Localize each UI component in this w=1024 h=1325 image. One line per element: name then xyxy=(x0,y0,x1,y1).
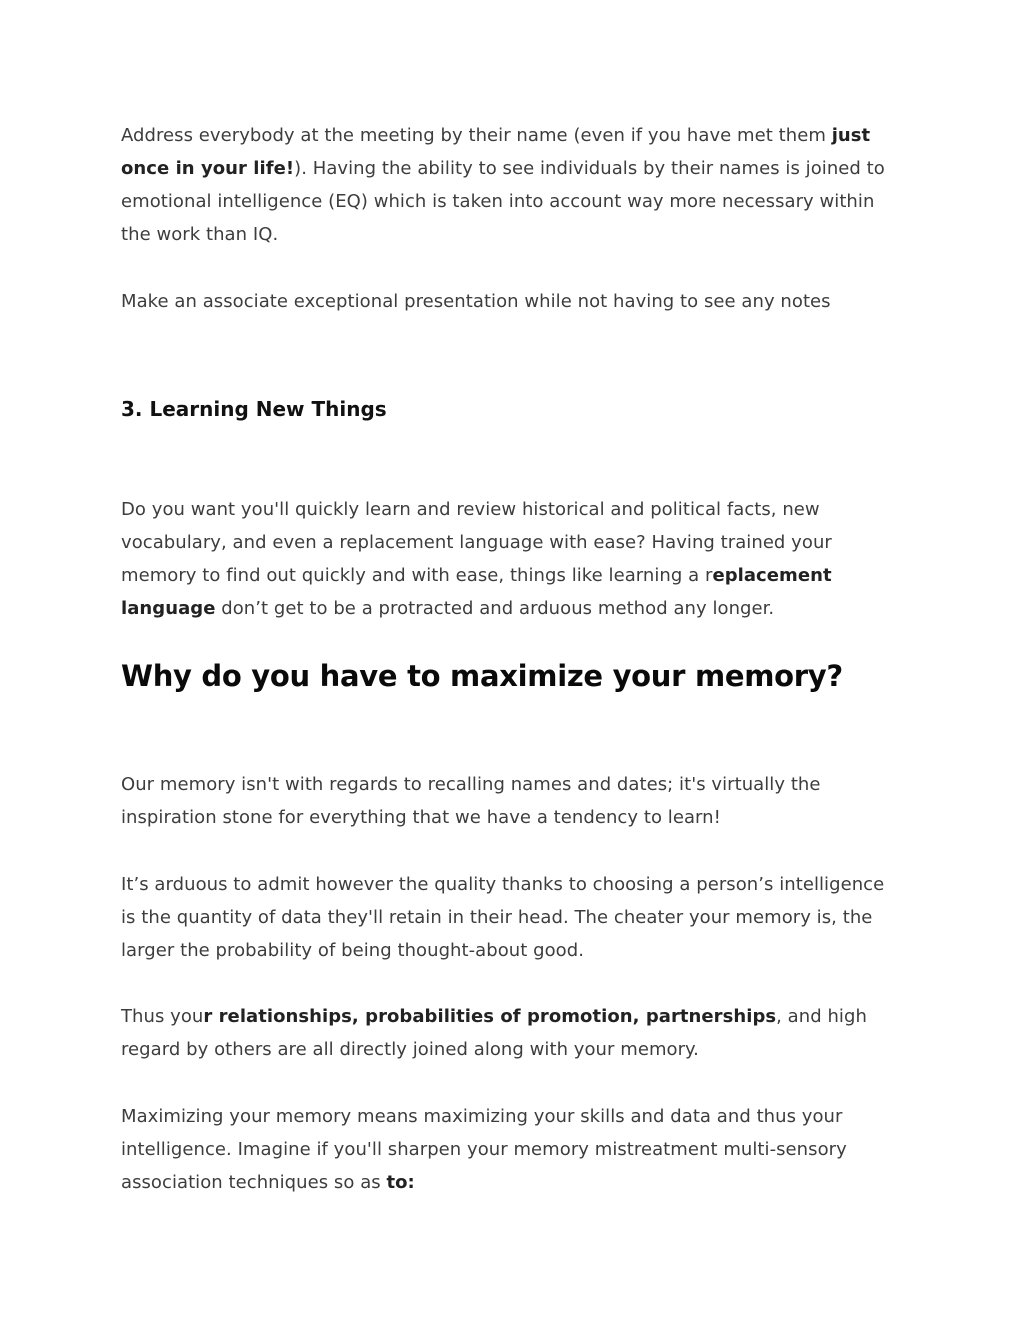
paragraph-presentation: Make an associate exceptional presentation while not having to see any notes xyxy=(121,291,831,312)
paragraph-bold-text: eplacement language xyxy=(121,565,832,619)
paragraph-memory-foundation: Our memory isn't with regards to recalling names and dates; it's virtually the inspiration stone for everything that we have a tendency to learn! xyxy=(121,774,821,828)
paragraph-bold-text: to: xyxy=(386,1172,415,1193)
paragraph-bold-text: just once in your life! xyxy=(121,125,871,179)
section-heading-learning: 3. Learning New Things xyxy=(121,397,387,421)
paragraph-text: Do you want you'll quickly learn and review historical and political facts, new vocabulary, and even a replacement language with ease? Having trained your memory to find out quickly and with ease, things like learning a r xyxy=(121,499,832,586)
paragraph-text: Maximizing your memory means maximizing your skills and data and thus your intelligence. Imagine if you'll sharpen your memory mistreatment multi-sensory association techniques so as xyxy=(121,1106,847,1193)
paragraph-address-names xyxy=(121,119,901,251)
paragraph-text: , and high regard by others are all directly joined along with your memory. xyxy=(121,1006,867,1060)
paragraph-maximizing xyxy=(121,1100,901,1199)
paragraph-intelligence: It’s arduous to admit however the quality thanks to choosing a person’s intelligence is the quantity of data they'll retain in their head. The cheater your memory is, the larger the probability of being thought-about good. xyxy=(121,874,885,961)
paragraph-text: Address everybody at the meeting by their name (even if you have met them xyxy=(121,125,832,146)
paragraph-text: don’t get to be a protracted and arduous method any longer. xyxy=(215,598,775,619)
paragraph-relationships xyxy=(121,1000,901,1066)
section-heading-why-maximize: Why do you have to maximize your memory? xyxy=(121,659,843,693)
paragraph-text: Thus you xyxy=(121,1006,204,1027)
paragraph-bold-text: r relationships, probabilities of promotion, partnerships xyxy=(203,1006,777,1027)
paragraph-text: ). Having the ability to see individuals by their names is joined to emotional intelligence (EQ) which is taken into account way more necessary within the work than IQ. xyxy=(121,158,885,245)
paragraph-learning xyxy=(121,493,901,625)
